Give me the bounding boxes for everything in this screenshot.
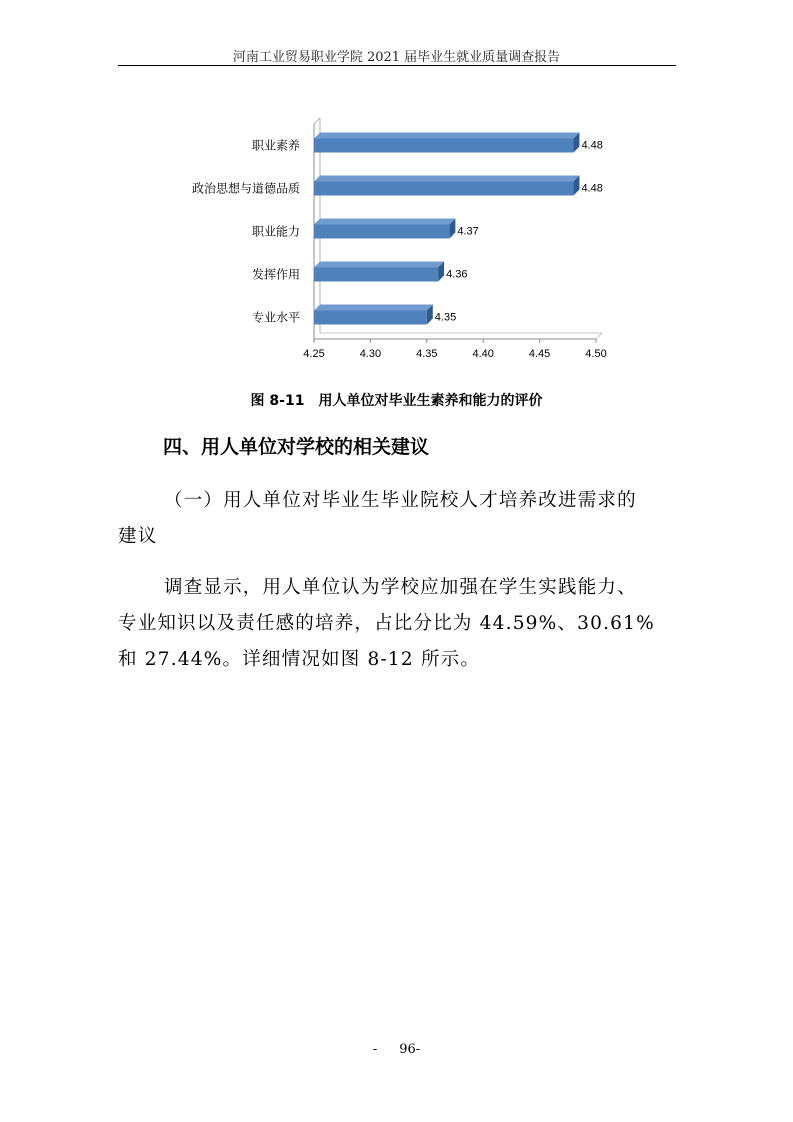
body-line-1: 调查显示，用人单位认为学校应加强在学生实践能力、 xyxy=(164,577,637,598)
value-label-1: 4.48 xyxy=(581,139,603,152)
subsection-line-1: （一）用人单位对毕业生毕业院校人才培养改进需求的 xyxy=(164,490,637,511)
x-tick-label-1: 4.25 xyxy=(303,348,325,360)
page-number-value: 96- xyxy=(399,1042,421,1057)
bar-1 xyxy=(314,139,573,153)
header-title: 河南工业贸易职业学院 2021 届毕业生就业质量调查报告 xyxy=(232,50,561,65)
bar-2 xyxy=(314,182,573,196)
x-tick-label-2: 4.30 xyxy=(359,348,382,360)
page-number-dash: - xyxy=(372,1042,378,1057)
category-label-5: 专业水平 xyxy=(251,310,300,325)
bar-top-5 xyxy=(314,305,433,311)
page-number xyxy=(0,1042,793,1057)
x-tick-label-4: 4.40 xyxy=(472,348,494,360)
bar-5 xyxy=(314,311,427,325)
bar-top-1 xyxy=(314,133,579,139)
value-label-5: 4.35 xyxy=(434,311,457,324)
chart-floor-right-edge xyxy=(596,333,602,339)
subsection-line-2: 建议 xyxy=(118,526,158,547)
category-label-3: 职业能力 xyxy=(251,224,300,239)
figure-caption: 图 8-11 用人单位对毕业生素养和能力的评价 xyxy=(250,393,543,409)
x-tick-label-3: 4.35 xyxy=(416,348,438,360)
x-tick-label-5: 4.45 xyxy=(528,348,551,360)
body-line-2: 专业知识以及责任感的培养，占比分比为 44.59%、30.61% xyxy=(118,613,655,634)
header-rule xyxy=(118,65,676,66)
category-label-4: 发挥作用 xyxy=(251,267,300,282)
bar-chart xyxy=(150,110,630,360)
chart-top-edge xyxy=(314,118,320,124)
body-line-3: 和 27.44%。详细情况如图 8-12 所示。 xyxy=(118,649,481,670)
value-label-4: 4.36 xyxy=(446,268,468,281)
section-heading: 四、用人单位对学校的相关建议 xyxy=(163,436,430,458)
value-label-2: 4.48 xyxy=(581,182,603,195)
bar-3 xyxy=(314,225,449,239)
bar-top-3 xyxy=(314,219,455,225)
bar-top-4 xyxy=(314,262,444,268)
bar-4 xyxy=(314,268,438,282)
subsection-heading xyxy=(118,483,678,555)
bar-top-2 xyxy=(314,176,579,182)
category-label-2: 政治思想与道德品质 xyxy=(191,181,300,196)
value-label-3: 4.37 xyxy=(457,225,479,238)
x-tick-label-6: 4.50 xyxy=(585,348,607,360)
category-label-1: 职业素养 xyxy=(251,138,300,153)
body-paragraph xyxy=(118,570,678,678)
